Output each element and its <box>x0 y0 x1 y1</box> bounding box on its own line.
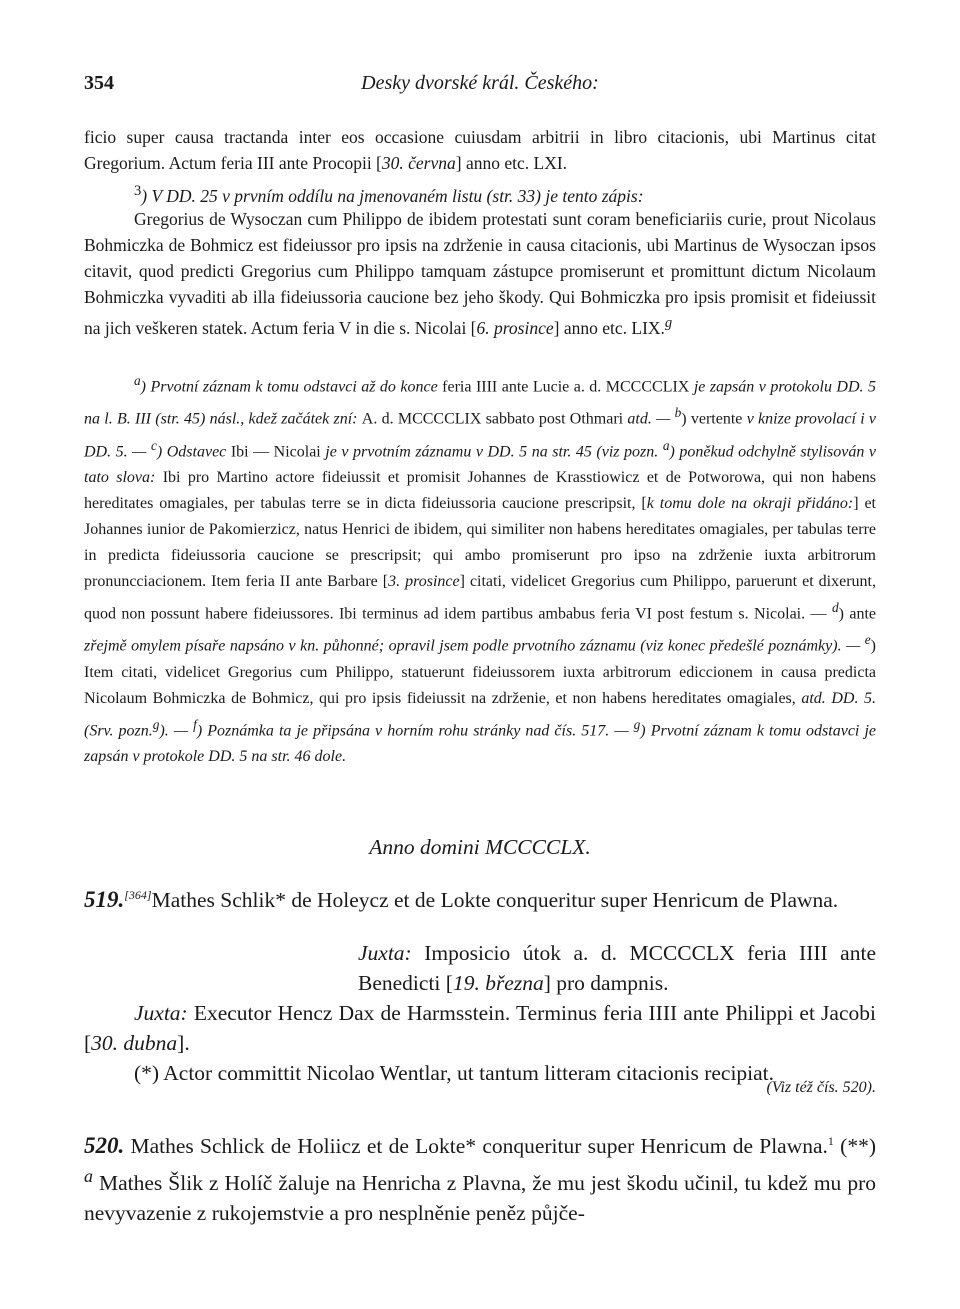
variant-c-italic-4: k tomu dole na okraji přidáno: <box>646 494 854 512</box>
variant-e-sup-g: g <box>152 716 160 732</box>
variant-b-roman: ) vertente <box>681 410 747 428</box>
variant-a-italic-1: ) Prvotní záznam k tomu odstavci až do konce <box>140 378 443 396</box>
continuation-text: ficio super causa tractanda inter eos occasione cuiusdam arbitrii in libro citacionis, ubi Martinus citat Gregorium. Actum feria III ante Procopii [ <box>84 127 876 173</box>
variant-e-marker: e <box>864 632 871 648</box>
juxta-label: Juxta: <box>358 941 412 965</box>
entry-519-text: Mathes Schlik* de Holeycz et de Lokte conqueritur super Henricum de Plawna. <box>151 888 839 913</box>
variant-d-marker: d <box>831 599 839 615</box>
page-header <box>84 72 876 100</box>
see-also-text: (Viz též čís. 520). <box>766 1079 876 1096</box>
continuation-paragraph <box>84 124 876 176</box>
continuation-date: 30. června <box>381 153 456 173</box>
year-heading <box>84 832 876 862</box>
actor-note: (*) Actor committit Nicolao Wentlar, ut tantum litteram citacionis recipiat. <box>134 1061 775 1085</box>
variant-c-sup-a: a <box>662 437 670 453</box>
footnote-ref-1: 1 <box>827 1134 834 1148</box>
entry-519-juxta-2 <box>84 998 876 1058</box>
juxta-2-end: ]. <box>177 1031 190 1055</box>
footnote-marker: 3 <box>134 183 142 199</box>
entry-number: 520. <box>84 1133 125 1159</box>
footnote-3-heading <box>84 178 876 209</box>
folio-marker: [364] <box>124 888 152 902</box>
variant-c-body-3: ] citati, videlicet Gregorius cum Philippo, paruerunt et dixerunt, quod non possunt habere fideiussores. Ibi terminus ad idem partibus ambabus feria VI post festum s. Nicolai. — <box>84 572 876 623</box>
page-number: 354 <box>84 72 114 94</box>
variant-b-marker: b <box>674 405 682 421</box>
variant-notes <box>84 368 876 770</box>
entry-519-see-also <box>84 1075 876 1101</box>
variant-c-roman: Ibi — Nicolai <box>230 442 326 460</box>
entry-number: 519. <box>84 887 125 913</box>
continuation-end: ] anno etc. LXI. <box>455 153 568 173</box>
variant-e-italic: atd. DD. 5. (Srv. pozn. <box>84 689 877 739</box>
variant-c-italic-3: ) poněkud odchylně stylisován v tato slova: <box>84 442 877 486</box>
note-body-sup: g <box>664 315 673 331</box>
variant-c-body: Ibi pro Martino actore fideiussit et promisit Johannes de Krasstiowicz et de Potworowa, qui non habens hereditates omagiales, per tabulas terre se in dicta fideiussoria caucione prescripsit, [ <box>84 468 876 512</box>
juxta-1-date: 19. března <box>452 971 544 995</box>
variant-f-italic: ) Poznámka ta je připsána v horním rohu stránky nad čís. 517. — <box>196 721 634 739</box>
entry-520 <box>84 1126 876 1228</box>
variant-f-marker: f <box>193 716 197 732</box>
variant-a-roman-2: A. d. MCCCCLIX sabbato post Othmari <box>361 410 628 428</box>
variant-d-roman: ) ante <box>838 605 876 623</box>
variant-ref-a: a <box>84 1166 93 1187</box>
entry-520-text-3: Mathes Šlik z Holíč žaluje na Henricha z Plavna, že mu jest škodu učinil, tu kdež mu pro nevyvazenie z rukojemstvie a pro nesplněnie peněz půjče- <box>84 1171 876 1226</box>
variant-c-italic-1: ) Odstavec <box>156 442 231 460</box>
variant-d-italic: zřejmě omylem písaře napsáno v kn. půhonné; opravil jsem podle prvotního záznamu (viz konec předešlé poznámky). — <box>84 637 865 655</box>
note-body-end: ] anno etc. LIX. <box>553 317 665 338</box>
variant-e-end: ). — <box>159 721 194 739</box>
note-body-text: Gregorius de Wysoczan cum Philippo de ibidem protestati sunt coram beneficiariis curie, prout Nicolaus Bohmiczka de Bohmicz est fideiussor pro ipsis na zdrženie in causa citacionis, ubi Martinus de Wysoczan ipsos citavit, quod predicti Gregorius cum Philippo tamquam zástupce promiserunt et promittunt dictum Nicolaum Bohmiczka vyvaditi ab illa fideiussoria caucione bez jeho škody. Qui Bohmiczka pro ipsis promisit et fideiussit na jich veškeren statek. Actum feria V in die s. Nicolai [ <box>84 209 876 338</box>
year-heading-text: Anno domini MCCCCLX. <box>369 835 591 859</box>
juxta-1-text: Imposicio útok a. d. MCCCCLX feria IIII ante Benedicti [ <box>358 941 876 995</box>
variant-a-italic-3: atd. — <box>627 410 675 428</box>
variant-c-italic-2: je v prvotním záznamu v DD. 5 na str. 45 (viz pozn. <box>325 442 663 460</box>
juxta-label: Juxta: <box>134 1001 188 1025</box>
variant-g-marker: g <box>633 716 641 732</box>
running-title: Desky dvorské král. Českého: <box>361 72 599 94</box>
variant-c-marker: c <box>150 437 157 453</box>
variant-c-body-2: ] et Johannes iunior de Pakomierzicz, natus Henrici de ibidem, qui similiter non habens hereditates omagiales, per tabulas terre in predicta fideiussoria caucione se prescripsit; qui ambo promiserunt pro ipso na zdrženie iuxta arbitrorum pronuncciacionem. Item feria II ante Barbare [ <box>84 494 877 590</box>
variant-a-italic-2: je zapsán v protokolu DD. 5 na l. B. III (str. 45) násl., kdež začátek zní: <box>84 378 876 428</box>
footnote-3-body <box>84 206 876 341</box>
juxta-2-text: Executor Hencz Dax de Harmsstein. Terminus feria IIII ante Philippi et Jacobi [ <box>84 1001 876 1055</box>
entry-520-text-1: Mathes Schlick de Holiicz et de Lokte* conqueritur super Henricum de Plawna. <box>124 1134 828 1159</box>
note-body-date: 6. prosince <box>476 317 554 338</box>
entry-519-juxta-1 <box>358 938 876 998</box>
entry-519 <box>84 880 876 915</box>
variant-a-roman-1: feria IIII ante Lucie a. d. MCCCCLIX <box>442 378 694 396</box>
juxta-2-date: 30. dubna <box>91 1031 178 1055</box>
entry-520-text-2: (**) <box>833 1134 876 1159</box>
variant-e-roman: ) Item citati, videlicet Gregorius cum Philippo, statuerunt fideiussorem iuxta arbitrorum ediccionem in causa predicta Nicolaum Bohmiczka de Bohmicz, qui pro ipsis fideiussit na zdrženie, et non habens hereditates omagiales, <box>84 637 876 707</box>
variant-g-italic: ) Prvotní záznam k tomu odstavci je zapsán v protokole DD. 5 na str. 46 dole. <box>84 721 876 765</box>
juxta-1-end: ] pro dampnis. <box>543 971 669 995</box>
footnote-3-text: ) V DD. 25 v prvním oddílu na jmenovaném listu (str. 33) je tento zápis: <box>141 185 644 206</box>
variant-a-marker: a <box>134 373 141 388</box>
variant-c-date: 3. prosince <box>388 572 460 590</box>
variant-b-italic: v knize provolací i v DD. 5. — <box>84 410 877 460</box>
